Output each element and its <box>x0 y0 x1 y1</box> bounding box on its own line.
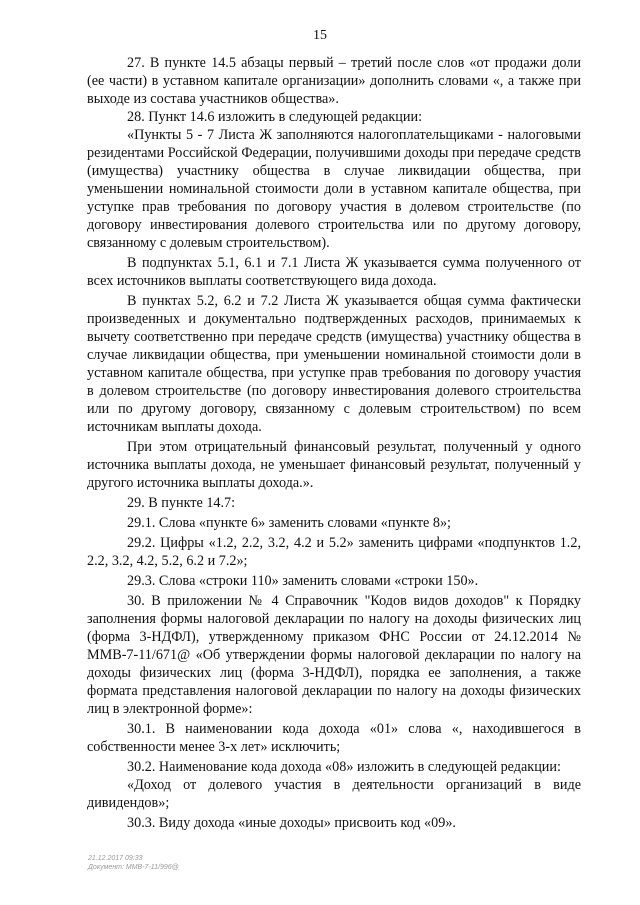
document-body <box>87 54 581 832</box>
footer-line-1: 21.12.2017 09:33 <box>88 855 143 862</box>
paragraph-30-3: 30.3. Виду дохода «иные доходы» присвоить код «09». <box>127 815 456 831</box>
page-number: 15 <box>313 28 327 43</box>
paragraph-29-3: 29.3. Слова «строки 110» заменить словами «строки 150». <box>127 573 479 589</box>
paragraph-30-2: 30.2. Наименование кода дохода «08» изложить в следующей редакции: <box>127 759 561 775</box>
paragraph-28-subpoints: В подпунктах 5.1, 6.1 и 7.1 Листа Ж указывается сумма полученного от всех источников выплаты соответствующего вида дохода. <box>87 255 581 289</box>
paragraph-30-2-quote: «Доход от долевого участия в деятельности организаций в виде дивидендов»; <box>87 777 581 811</box>
paragraph-29-2: 29.2. Цифры «1.2, 2.2, 3.2, 4.2 и 5.2» заменить цифрами «подпунктов 1.2, 2.2, 3.2, 4.2, 5.2, 6.2 и 7.2»; <box>87 535 581 569</box>
paragraph-28-negative-result: При этом отрицательный финансовый результат, полученный у одного источника выплаты дохода, не уменьшает финансовый результат, полученный у другого источника выплаты дохода.». <box>87 439 581 491</box>
paragraph-30: 30. В приложении № 4 Справочник "Кодов видов доходов" к Порядку заполнения формы налоговой декларации по налогу на доходы физических лиц (форма 3-НДФЛ), утвержденному приказом ФНС России от 24.12.2014 № ММВ-7-11/671@ «Об утверждении формы налоговой декларации по налогу на доходы физических лиц (форма 3-НДФЛ), порядка ее заполнения, а также формата представления налоговой декларации по налогу на доходы физических лиц в электронной форме»: <box>87 593 581 717</box>
paragraph-28-expenses: В пунктах 5.2, 6.2 и 7.2 Листа Ж указывается общая сумма фактически произведенных и документально подтвержденных расходов, принимаемых к вычету соответственно при передаче средств (имущества) участнику общества в случае ликвидации общества, при уменьшении номинальной стоимости доли в уставном капитале общества, при уступке прав требования по договору участия в долевом строительстве (по договору инвестирования долевого строительства или по другому договору, связанному с долевым строительством) по всем источникам выплаты дохода. <box>87 293 581 435</box>
footer-stamp <box>88 854 179 872</box>
paragraph-29-1: 29.1. Слова «пункте 6» заменить словами «пункте 8»; <box>127 515 451 531</box>
paragraph-27: 27. В пункте 14.5 абзацы первый – третий после слов «от продажи доли (ее части) в уставном капитале организации» дополнить словами «, а также при выходе из состава участников общества». <box>87 55 581 107</box>
paragraph-29: 29. В пункте 14.7: <box>127 495 236 511</box>
footer-line-2: Документ: ММВ-7-11/996@ <box>88 864 179 871</box>
paragraph-30-1: 30.1. В наименовании кода дохода «01» слова «, находившегося в собственности менее 3-х лет» исключить; <box>87 721 581 755</box>
paragraph-28-quote: «Пункты 5 - 7 Листа Ж заполняются налогоплательщиками - налоговыми резидентами Российской Федерации, получившими доходы при передаче средств (имущества) участнику общества в случае ликвидации общества, при уменьшении номинальной стоимости доли в уставном капитале общества, при уступке прав требования по договору участия в долевом строительстве (по договору инвестирования долевого строительства или по другому договору, связанному с долевым строительством). <box>87 127 581 251</box>
paragraph-28: 28. Пункт 14.6 изложить в следующей редакции: <box>127 109 423 125</box>
